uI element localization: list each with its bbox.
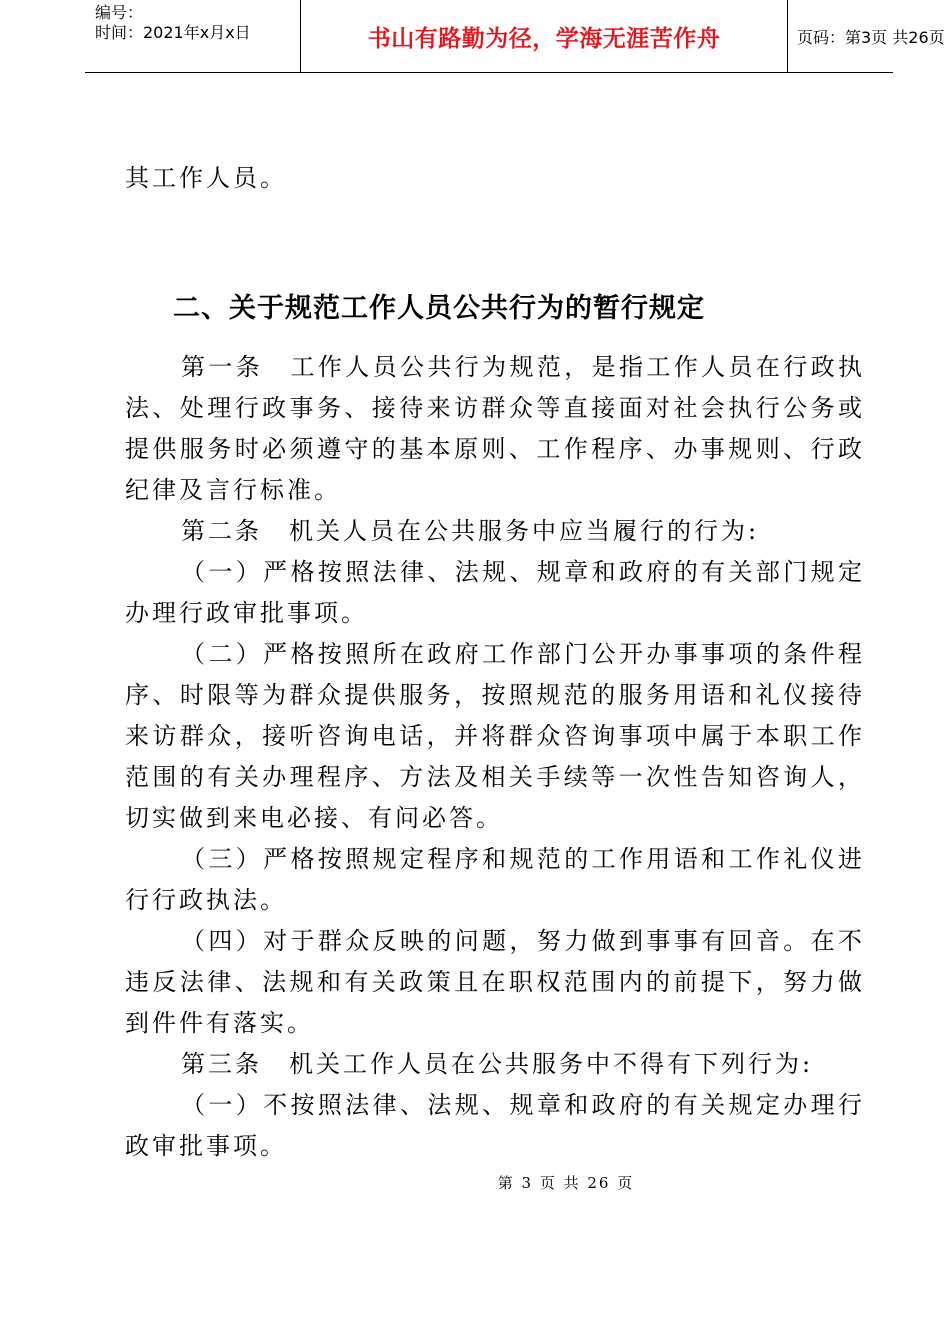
document-number-label: 编号：: [95, 3, 144, 22]
lead-text: 其工作人员。: [125, 164, 287, 192]
document-date-label: 时间：2021年x月x日: [95, 23, 251, 42]
paragraph-item-3-1: （一）不按照法律、法规、规章和政府的有关规定办理行政审批事项。: [125, 1091, 865, 1160]
paragraph-article-3: 第三条 机关工作人员在公共服务中不得有下列行为:: [181, 1050, 814, 1078]
header-meta-cell: [85, 0, 300, 72]
paragraph-article-1: 第一条 工作人员公共行为规范，是指工作人员在行政执法、处理行政事务、接待来访群众等直接面对社会执行公务或提供服务时必须遵守的基本原则、工作程序、办事规则、行政纪律及言行标准。: [125, 353, 865, 504]
paragraph-item-2-4: （四）对于群众反映的问题，努力做到事事有回音。在不违反法律、法规和有关政策且在职权范围内的前提下，努力做到件件有落实。: [125, 927, 865, 1037]
paragraph-item-2-3: （三）严格按照规定程序和规范的工作用语和工作礼仪进行行政执法。: [125, 845, 865, 914]
page-footer-number: 第 3 页 共 26 页: [497, 1174, 635, 1192]
document-body: [125, 158, 865, 1167]
header-page-cell: [787, 0, 950, 72]
header-motto: 书山有路勤为径，学海无涯苦作舟: [367, 25, 721, 52]
page-header: [85, 0, 945, 73]
section-heading: 二、关于规范工作人员公共行为的暂行规定: [173, 293, 705, 324]
paragraph-article-2: 第二条 机关人员在公共服务中应当履行的行为:: [181, 517, 760, 545]
page-footer: [0, 1172, 950, 1193]
header-page-info: 页码：第3页 共26页: [797, 27, 945, 47]
paragraph-item-2-2: （二）严格按照所在政府工作部门公开办事事项的条件程序、时限等为群众提供服务，按照规范的服务用语和礼仪接待来访群众，接听咨询电话，并将群众咨询事项中属于本职工作范围的有关办理程序、方法及相关手续等一次性告知咨询人，切实做到来电必接、有问必答。: [125, 640, 865, 832]
paragraph-item-2-1: （一）严格按照法律、法规、规章和政府的有关部门规定办理行政审批事项。: [125, 558, 865, 627]
header-motto-cell: [300, 0, 788, 72]
